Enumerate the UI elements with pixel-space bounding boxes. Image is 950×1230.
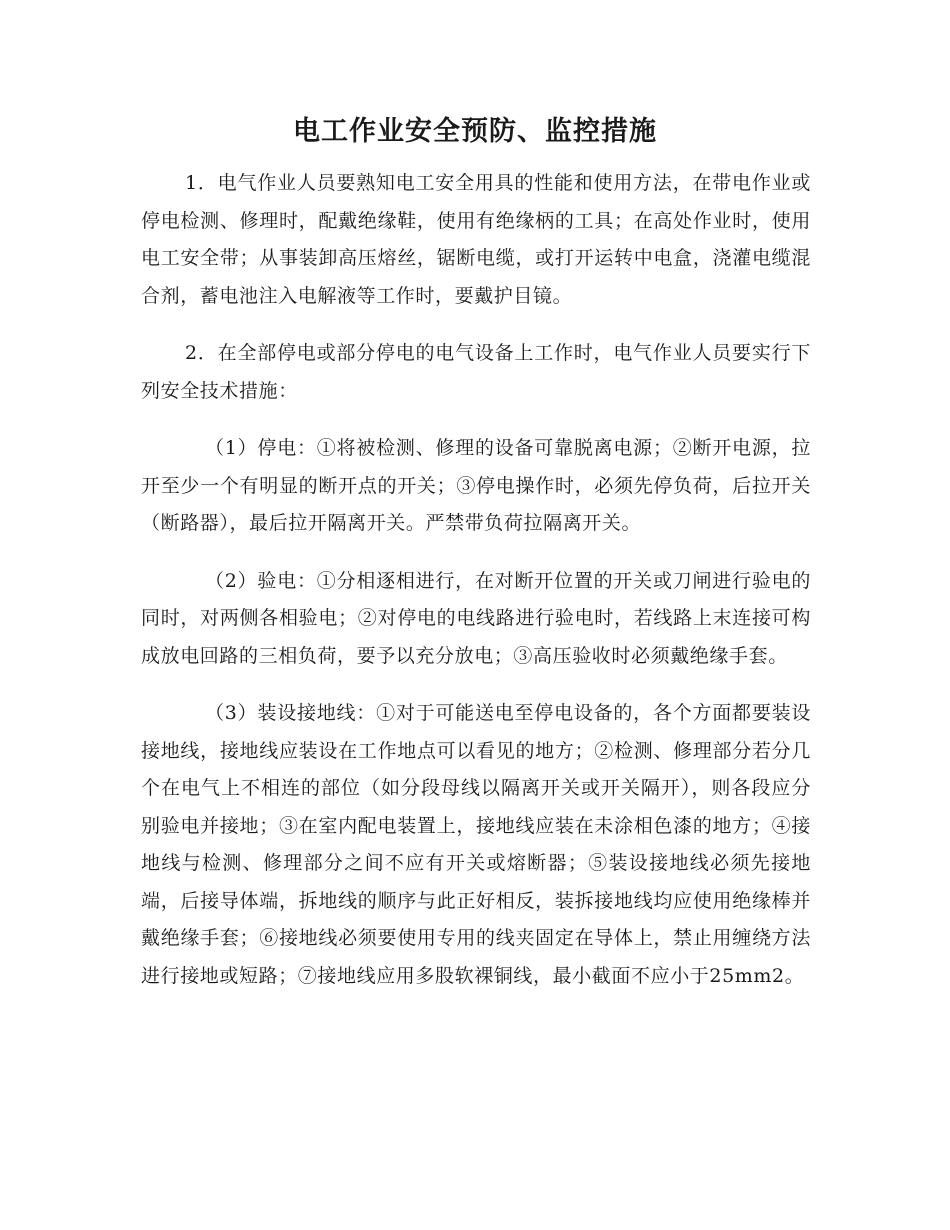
document-title: 电工作业安全预防、监控措施 bbox=[293, 116, 657, 147]
paragraph-voltage-test: （2）验电：①分相逐相进行，在对断开位置的开关或刀闸进行验电的同时，对两侧各相验电；②对停电的电线路进行验电时，若线路上末连接可构成放电回路的三相负荷，要予以充分放电；③高压验收时必须戴绝缘手套。 bbox=[141, 569, 811, 667]
document-body bbox=[141, 165, 811, 995]
paragraph-1: 1．电气作业人员要熟知电工安全用具的性能和使用方法，在带电作业或停电检测、修理时，配戴绝缘鞋，使用有绝缘柄的工具；在高处作业时，使用电工安全带；从事装卸高压熔丝，锯断电缆，或打开运转中电盒，浇灌电缆混合剂，蓄电池注入电解液等工作时，要戴护目镜。 bbox=[141, 172, 811, 307]
paragraph-power-off: （1）停电：①将被检测、修理的设备可靠脱离电源；②断开电源，拉开至少一个有明显的断开点的开关；③停电操作时，必须先停负荷，后拉开关（断路器），最后拉开隔离开关。严禁带负荷拉隔离开关。 bbox=[141, 437, 811, 534]
paragraph-grounding: （3）装设接地线：①对于可能送电至停电设备的，各个方面都要装设接地线，接地线应装设在工作地点可以看见的地方；②检测、修理部分若分几个在电气上不相连的部位（如分段母线以隔离开关或开关隔开），则各段应分别验电并接地；③在室内配电装置上，接地线应装在未涂相色漆的地方；④接地线与检测、修理部分之间不应有开关或熔断器；⑤装设接地线必须先接地端，后接导体端，拆地线的顺序与此正好相反，装拆接地线均应使用绝缘棒并戴绝缘手套；⑥接地线必须要使用专用的线夹固定在导体上，禁止用缠绕方法进行接地或短路；⑦接地线应用多股软裸铜线，最小截面不应小于25mm2。 bbox=[141, 702, 811, 987]
paragraph-2: 2．在全部停电或部分停电的电气设备上工作时，电气作业人员要实行下列安全技术措施： bbox=[141, 342, 811, 402]
